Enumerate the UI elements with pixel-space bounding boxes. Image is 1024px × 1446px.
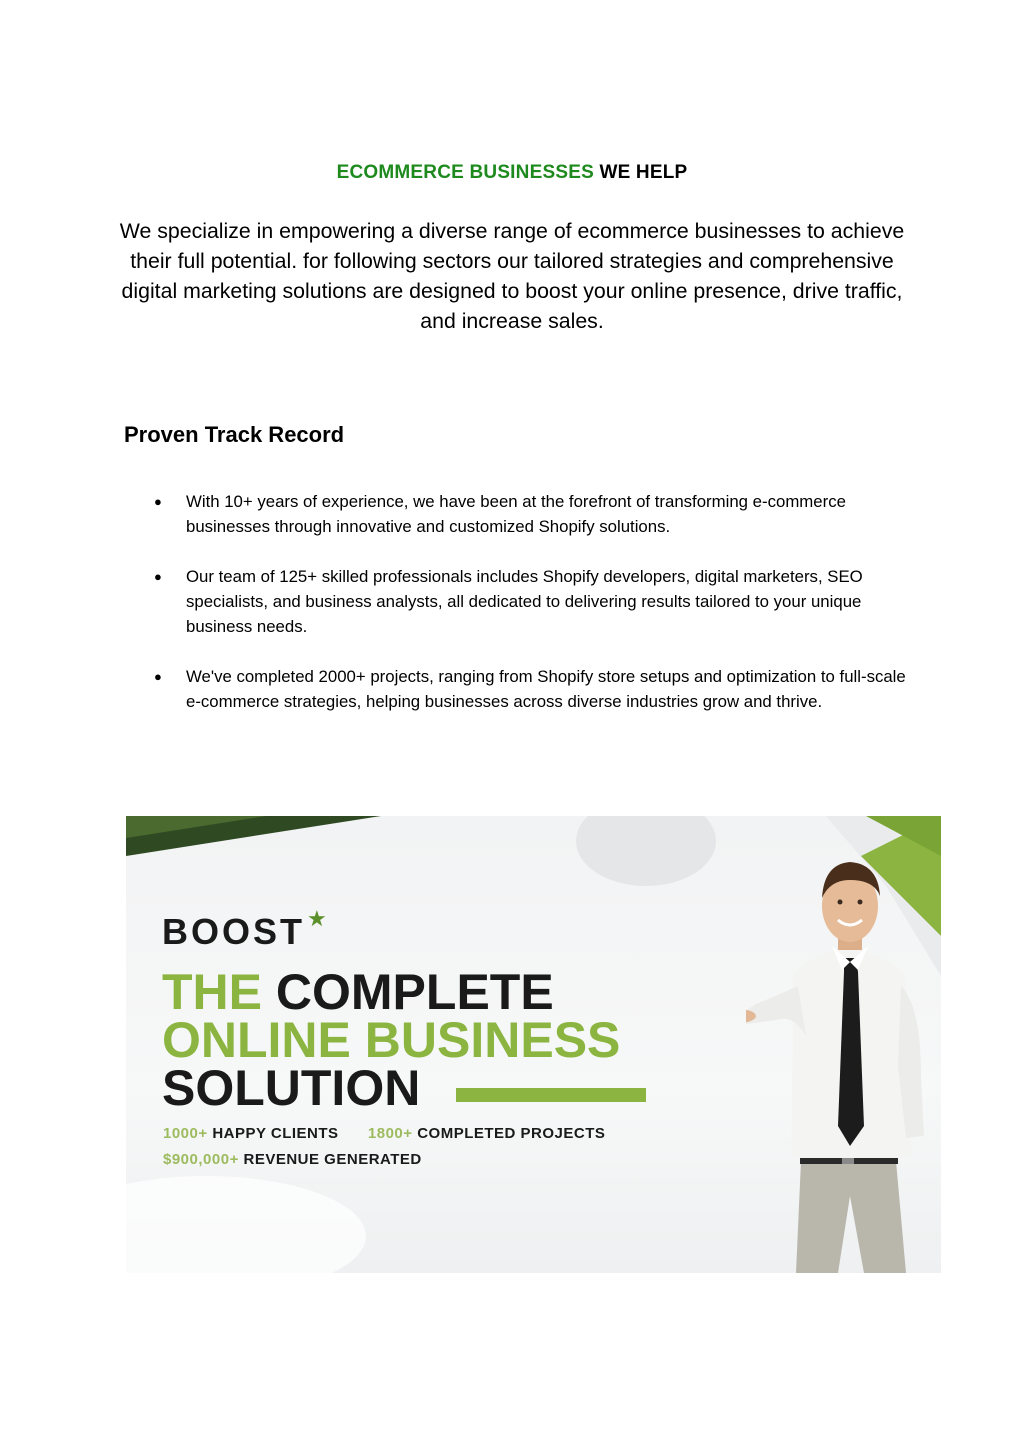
headline-complete: COMPLETE bbox=[275, 964, 554, 1020]
banner-stats-row-2 bbox=[163, 1151, 422, 1168]
star-logo-icon: ★ bbox=[307, 906, 327, 931]
stat-projects-value: 1800+ bbox=[367, 1125, 413, 1142]
heading-rest: WE HELP bbox=[599, 162, 688, 183]
stat-projects-label: COMPLETED PROJECTS bbox=[417, 1125, 606, 1142]
headline-the: THE bbox=[162, 964, 262, 1020]
banner-headline-3: SOLUTION bbox=[162, 1060, 421, 1116]
stat-revenue-label: REVENUE GENERATED bbox=[243, 1151, 422, 1168]
promo-banner-image bbox=[126, 816, 941, 1273]
banner-headline-1 bbox=[162, 966, 554, 1018]
bullet-icon: ● bbox=[154, 494, 162, 509]
list-item-text: Our team of 125+ skilled professionals includes Shopify developers, digital marketers, SEO specialists, and business analysts, all dedicated to delivering results tailored to your unique business needs. bbox=[186, 567, 863, 636]
bullet-icon: ● bbox=[154, 569, 162, 584]
section-title: Proven Track Record bbox=[124, 422, 345, 447]
list-item-text: With 10+ years of experience, we have been at the forefront of transforming e-commerce businesses through innovative and customized Shopify solutions. bbox=[186, 492, 846, 536]
brand-logo bbox=[162, 906, 327, 952]
bullet-icon: ● bbox=[154, 669, 162, 684]
list-item bbox=[152, 664, 912, 714]
stat-clients-value: 1000+ bbox=[163, 1125, 208, 1142]
list-item bbox=[152, 489, 912, 539]
list-item bbox=[152, 564, 912, 639]
banner-headline-2: ONLINE BUSINESS bbox=[162, 1012, 621, 1068]
section-heading bbox=[0, 162, 1024, 184]
businessman-illustration bbox=[746, 836, 941, 1273]
banner-stats-row-1 bbox=[163, 1125, 605, 1142]
track-record-list bbox=[152, 489, 912, 739]
brand-name: BOOST bbox=[162, 911, 306, 952]
list-item-text: We've completed 2000+ projects, ranging from Shopify store setups and optimization to full-scale e-commerce strategies, helping businesses across diverse industries grow and thrive. bbox=[186, 667, 906, 711]
heading-accent: ECOMMERCE BUSINESSES bbox=[336, 162, 594, 183]
stat-revenue-value: $900,000+ bbox=[163, 1151, 239, 1168]
intro-paragraph: We specialize in empowering a diverse range of ecommerce businesses to achieve their full potential. for following sectors our tailored strategies and comprehensive digital marketing solutions are designed to boost your online presence, drive traffic, and increase sales. bbox=[119, 219, 905, 333]
stat-clients-label: HAPPY CLIENTS bbox=[212, 1125, 339, 1142]
